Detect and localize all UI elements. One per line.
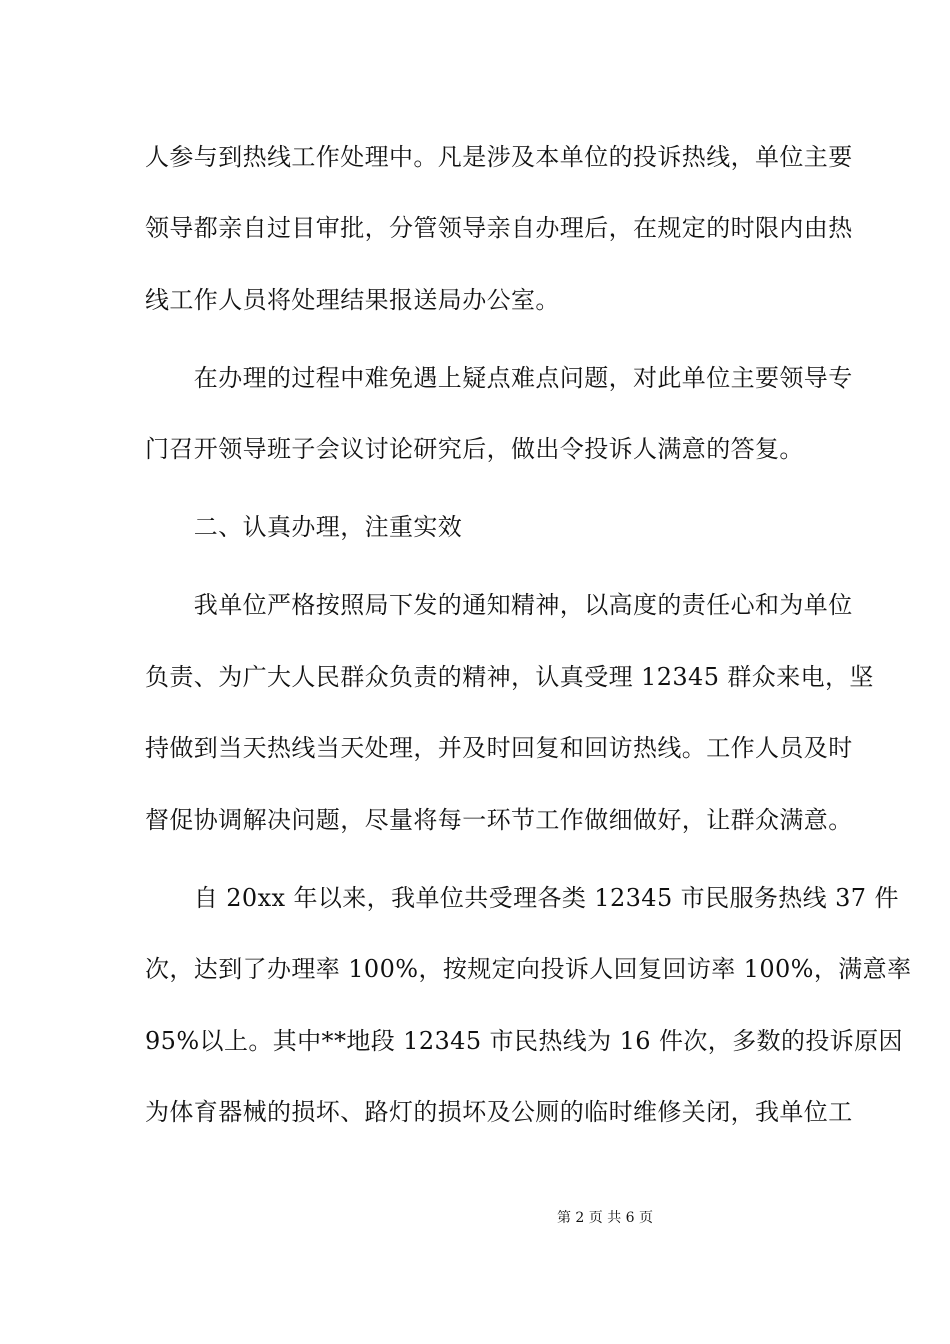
text-line: 自 20xx 年以来，我单位共受理各类 12345 市民服务热线 37 件 (145, 884, 899, 912)
text-line: 负责、为广大人民群众负责的精神，认真受理 12345 群众来电，坚 (145, 663, 874, 691)
section-heading: 二、认真办理，注重实效 (145, 513, 463, 541)
text-line: 为体育器械的损坏、路灯的损坏及公厕的临时维修关闭，我单位工 (145, 1098, 853, 1126)
page-footer: 第 2 页 共 6 页 (556, 1210, 654, 1226)
text-line: 95%以上。其中**地段 12345 市民热线为 16 件次，多数的投诉原因 (145, 1027, 903, 1055)
text-line: 次，达到了办理率 100%，按规定向投诉人回复回访率 100%，满意率 (145, 955, 912, 983)
text-line: 线工作人员将处理结果报送局办公室。 (145, 286, 560, 314)
text-line: 持做到当天热线当天处理，并及时回复和回访热线。工作人员及时 (145, 734, 853, 762)
text-line: 门召开领导班子会议讨论研究后，做出令投诉人满意的答复。 (145, 435, 804, 463)
text-line: 人参与到热线工作处理中。凡是涉及本单位的投诉热线，单位主要 (145, 143, 853, 171)
text-line: 我单位严格按照局下发的通知精神，以高度的责任心和为单位 (145, 591, 853, 619)
text-line: 督促协调解决问题，尽量将每一环节工作做细做好，让群众满意。 (145, 806, 853, 834)
text-line: 领导都亲自过目审批，分管领导亲自办理后，在规定的时限内由热 (145, 214, 853, 242)
text-line: 在办理的过程中难免遇上疑点难点问题，对此单位主要领导专 (145, 364, 853, 392)
